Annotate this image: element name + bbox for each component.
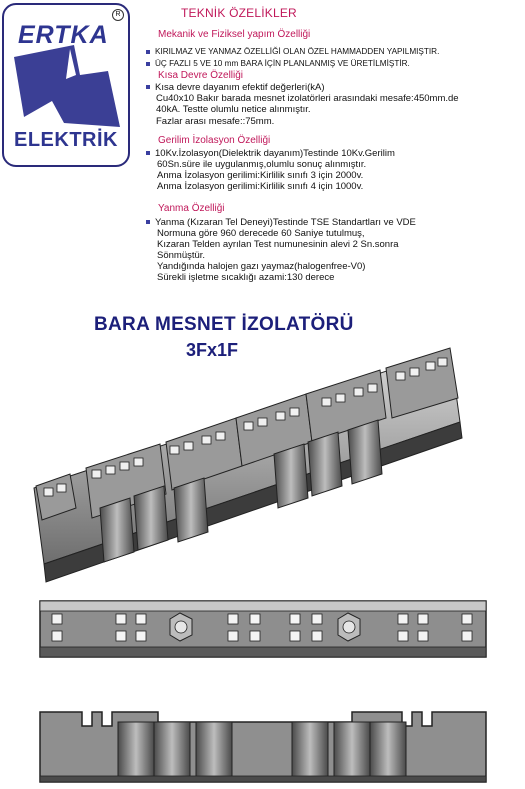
company-logo bbox=[2, 3, 130, 167]
spec-line: Cu40x10 Bakır barada mesnet izolatörleri arasındaki mesafe:450mm.de bbox=[156, 93, 459, 104]
bullet-icon bbox=[146, 50, 150, 54]
logo-subtitle: ELEKTRİK bbox=[14, 129, 118, 151]
spec-title: TEKNİK ÖZELİKLER bbox=[181, 6, 297, 20]
spec-line: 40kA. Testte olumlu netice alınmıştır. bbox=[156, 104, 311, 115]
spec-line: 60Sn.süre ile uygulanmış,olumlu sonuç alınmıştır. bbox=[157, 159, 367, 170]
insulator-top-view bbox=[38, 597, 490, 661]
spec-line: Yandığında halojen gazı yaymaz(halogenfree-V0) bbox=[157, 261, 366, 272]
section-heading-insulation: Gerilim İzolasyon Özelliği bbox=[158, 135, 271, 146]
registered-mark: R bbox=[112, 9, 124, 21]
insulator-3d-view bbox=[30, 338, 525, 588]
bullet-icon bbox=[146, 220, 150, 224]
spec-line: Anma İzolasyon gerilimi:Kirlilik sınıfı 4 için 1000v. bbox=[157, 181, 364, 192]
section-heading-short-circuit: Kısa Devre Özelliği bbox=[158, 70, 244, 81]
section-heading-mechanical: Mekanik ve Fiziksel yapım Özelliği bbox=[158, 29, 311, 40]
logo-brand-name: ERTKA bbox=[18, 21, 109, 49]
product-title: BARA MESNET İZOLATÖRÜ bbox=[94, 314, 354, 335]
bullet-icon bbox=[146, 62, 150, 66]
spec-line: Kısa devre dayanım efektif değerleri(kA) bbox=[146, 82, 325, 93]
spec-line: Sürekli işletme sıcaklığı azami:130 derece bbox=[157, 272, 335, 283]
section-heading-fire: Yanma Özelliği bbox=[158, 203, 225, 214]
spec-line: Anma İzolasyon gerilimi:Kirlilik sınıfı 3 için 2000v. bbox=[157, 170, 364, 181]
spec-line: Sönmüştür. bbox=[157, 250, 206, 261]
spec-line: Fazlar arası mesafe::75mm. bbox=[156, 116, 275, 127]
spec-line: ÜÇ FAZLI 5 VE 10 mm BARA İÇİN PLANLANMIŞ VE ÜRETİLMİŞTİR. bbox=[146, 58, 410, 69]
spec-line: KIRILMAZ VE YANMAZ ÖZELLİĞİ OLAN ÖZEL HAMMADDEN YAPILMIŞTIR. bbox=[146, 46, 439, 57]
spec-line: 10Kv.İzolasyon(Dielektrik dayanım)Testinde 10Kv.Gerilim bbox=[146, 148, 395, 159]
spec-line: Yanma (Kızaran Tel Deneyi)Testinde TSE Standartları ve VDE bbox=[146, 217, 416, 228]
bullet-icon bbox=[146, 85, 150, 89]
spec-line: Kızaran Telden ayrılan Test numunesinin alevi 2 Sn.sonra bbox=[157, 239, 399, 250]
product-code: 3Fx1F bbox=[186, 340, 239, 360]
spec-line: Normuna göre 960 derecede 60 Saniye tutulmuş, bbox=[157, 228, 365, 239]
bullet-icon bbox=[146, 151, 150, 155]
insulator-side-view bbox=[38, 706, 490, 786]
